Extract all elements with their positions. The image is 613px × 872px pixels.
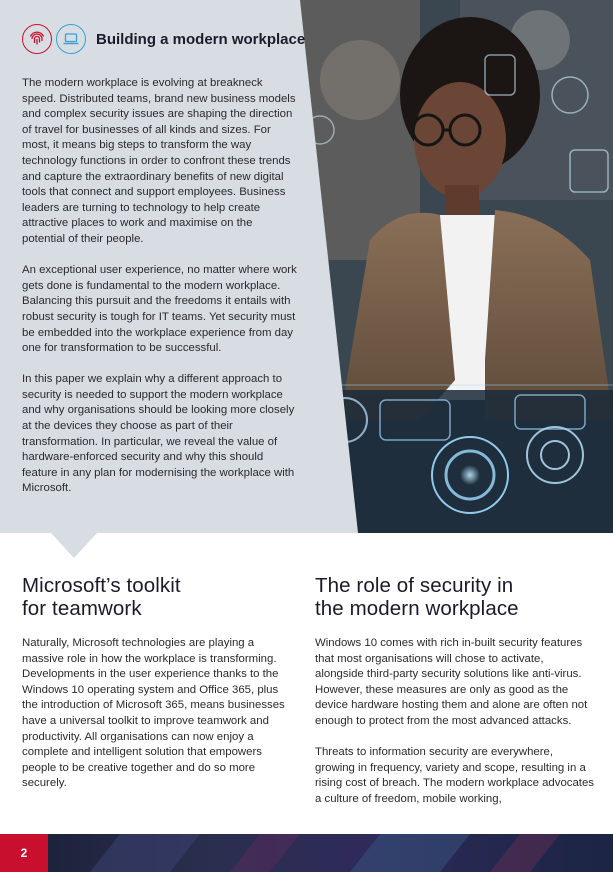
intro-paragraph: The modern workplace is evolving at breakneck speed. Distributed teams, brand new business models and complex security issues are shaping the direction of travel for businesses of all kinds and sizes. For most, it means big steps to transform the way technology functions in order to confront these trends and capture the extraordinary benefits of new digital tools that connect and support employees. Business leaders are turning to technology to help create attractive places to work and maximise on the potential of their people. bbox=[22, 77, 296, 245]
footer-band bbox=[0, 834, 613, 872]
intro-paragraph: An exceptional user experience, no matter where work gets done is fundamental to the modern workplace. Balancing this pursuit and the freedoms it entails with robust security is tough for IT teams. Yet security must be embedded into the workplace experience from day one for transformation to be successful. bbox=[22, 264, 297, 355]
body-paragraph: Threats to information security are everywhere, growing in frequency, variety and scope, resulting in a rising cost of breach. The modern workplace advocates a culture of freedom, mobile working, bbox=[315, 746, 595, 805]
page-number: 2 bbox=[20, 846, 28, 860]
heading-line: for teamwork bbox=[22, 597, 142, 620]
intro-paragraph: In this paper we explain why a different approach to security is needed to support the modern workplace and why organisations should be looking more closely at the devices they choose as part of their transformation. In particular, we reveal the value of hardware-enforced security and why this should feature in any plan for modernising the workplace with Microsoft. bbox=[22, 373, 295, 495]
page-title: Building a modern workplace bbox=[96, 30, 306, 48]
toolkit-section bbox=[22, 574, 290, 808]
laptop-icon bbox=[56, 24, 86, 54]
toolkit-heading bbox=[22, 574, 290, 620]
security-section bbox=[315, 574, 595, 823]
fingerprint-icon bbox=[22, 24, 52, 54]
body-paragraph: Windows 10 comes with rich in-built security features that most organisations will chose to activate, alongside third-party security solutions like anti-virus. However, these measures are only as good as the device hardware hosting them and alone are often not enough to protect from the most advanced attacks. bbox=[315, 637, 588, 727]
page-number-box bbox=[0, 834, 48, 872]
heading-line: the modern workplace bbox=[315, 597, 519, 620]
heading-line: Microsoft’s toolkit bbox=[22, 574, 181, 597]
section-header bbox=[22, 24, 305, 54]
intro-text bbox=[22, 76, 297, 513]
security-heading bbox=[315, 574, 595, 620]
footer-pattern bbox=[0, 834, 613, 872]
heading-line: The role of security in bbox=[315, 574, 514, 597]
body-paragraph: Naturally, Microsoft technologies are playing a massive role in how the workplace is transforming. Developments in the user experience thanks to the Windows 10 operating system and Office 365, plus the introduction of Microsoft 365, means businesses have a universal toolkit to improve teamwork and productivity. All organisations can now enjoy a complete and intelligent solution that empowers people to be creative together and do so more securely. bbox=[22, 637, 285, 790]
panel-pointer bbox=[50, 532, 98, 558]
